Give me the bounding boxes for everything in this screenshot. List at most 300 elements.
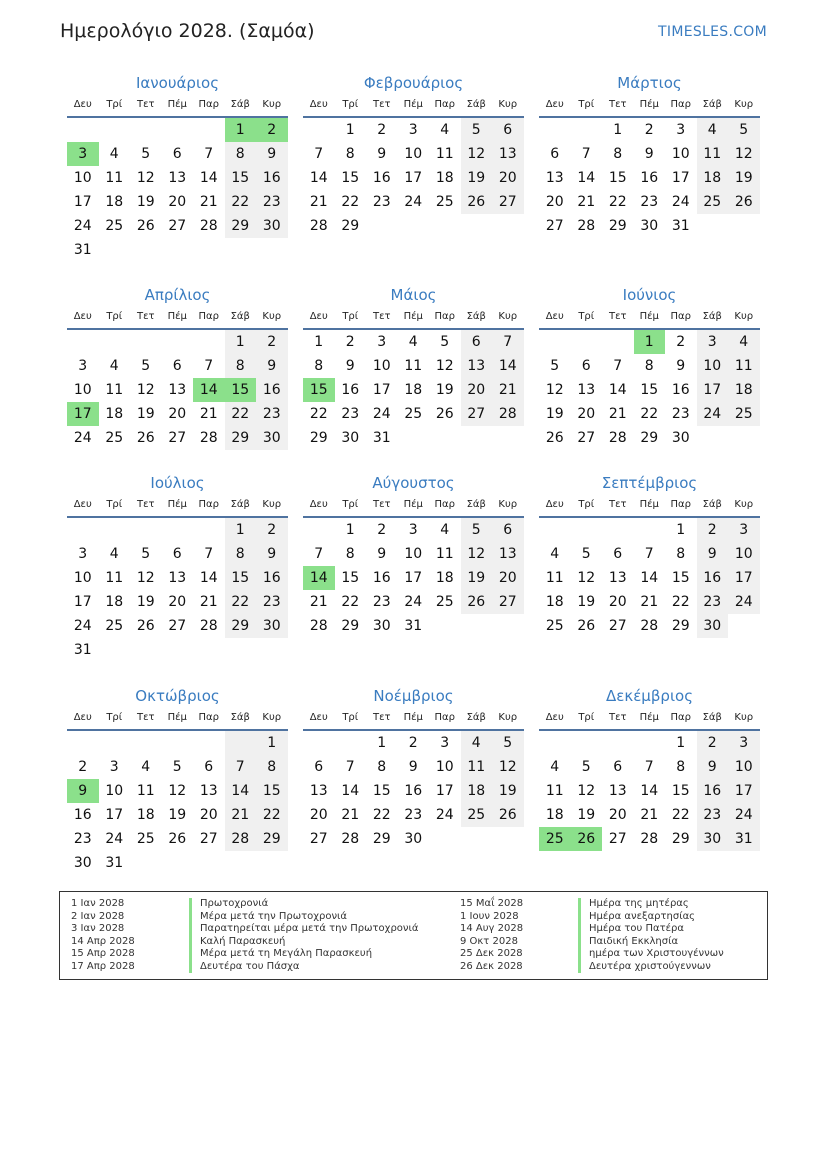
day-cell: 18 <box>404 382 423 398</box>
day-cell: 21 <box>608 406 627 422</box>
weekday-label: Τετ <box>136 712 155 723</box>
holiday-day-cell: 25 <box>539 827 571 851</box>
weekday-label: Παρ <box>670 499 691 510</box>
day-cell: 28 <box>492 402 524 426</box>
day-cell: 6 <box>492 518 524 542</box>
day-cell: 18 <box>105 194 124 210</box>
weekday-header <box>303 94 524 118</box>
day-cell: 20 <box>577 406 596 422</box>
empty-day-cell <box>193 518 225 542</box>
weekday-label: Τρί <box>106 499 123 510</box>
weekday-label: Παρ <box>434 499 455 510</box>
day-cell: 16 <box>697 566 729 590</box>
day-cell: 24 <box>435 807 454 823</box>
day-cell: 4 <box>109 358 119 374</box>
day-cell: 22 <box>256 803 288 827</box>
day-cell: 3 <box>408 522 418 538</box>
day-cell: 9 <box>256 542 288 566</box>
day-cell: 12 <box>577 570 596 586</box>
day-cell: 11 <box>136 783 155 799</box>
day-cell: 7 <box>204 358 214 374</box>
empty-day-cell <box>193 118 225 142</box>
day-cell: 29 <box>309 430 328 446</box>
day-cell: 27 <box>461 402 493 426</box>
weekday-label: Τρί <box>106 311 123 322</box>
day-cell: 14 <box>577 170 596 186</box>
day-cell: 5 <box>492 731 524 755</box>
weekday-label: Δευ <box>309 712 328 723</box>
empty-day-cell <box>571 731 603 755</box>
weekday-label: Τρί <box>578 499 595 510</box>
day-cell: 9 <box>256 354 288 378</box>
empty-day-cell <box>728 214 760 238</box>
weekday-label: Κυρ <box>498 99 518 110</box>
day-cell: 28 <box>225 827 257 851</box>
empty-day-cell <box>130 851 162 875</box>
day-cell: 25 <box>136 831 155 847</box>
day-cell: 27 <box>545 218 564 234</box>
day-cell: 13 <box>309 783 328 799</box>
day-cell: 20 <box>461 378 493 402</box>
empty-day-cell <box>67 330 99 354</box>
days-grid <box>303 518 524 638</box>
legend-holiday-name: Ημέρα της μητέρας <box>578 898 689 911</box>
day-cell: 6 <box>461 330 493 354</box>
day-cell: 10 <box>73 170 92 186</box>
day-cell: 27 <box>168 618 187 634</box>
weekday-label: Τετ <box>136 99 155 110</box>
legend-holiday-name: Παιδική Εκκλησία <box>578 936 678 949</box>
day-cell: 7 <box>314 546 324 562</box>
weekday-label: Κυρ <box>262 99 282 110</box>
month-name: Μάιος <box>390 286 437 304</box>
day-cell: 14 <box>225 779 257 803</box>
day-cell: 21 <box>577 194 596 210</box>
day-cell: 12 <box>136 382 155 398</box>
day-cell: 26 <box>136 618 155 634</box>
day-cell: 19 <box>728 166 760 190</box>
day-cell: 25 <box>728 402 760 426</box>
legend-date: 26 Δεκ 2028 <box>460 960 523 972</box>
day-cell: 18 <box>545 594 564 610</box>
day-cell: 16 <box>640 170 659 186</box>
weekday-label: Τρί <box>342 99 359 110</box>
day-cell: 4 <box>550 546 560 562</box>
day-cell: 9 <box>697 542 729 566</box>
day-cell: 4 <box>408 334 418 350</box>
weekday-label: Σάβ <box>230 99 250 110</box>
day-cell: 3 <box>78 546 88 562</box>
day-cell: 18 <box>545 807 564 823</box>
month-block <box>539 284 760 450</box>
empty-day-cell <box>162 118 194 142</box>
day-cell: 14 <box>640 570 659 586</box>
day-cell: 7 <box>345 759 355 775</box>
day-cell: 27 <box>309 831 328 847</box>
holiday-legend <box>59 891 768 980</box>
empty-day-cell <box>539 118 571 142</box>
day-cell: 20 <box>199 807 218 823</box>
weekday-header <box>539 94 760 118</box>
day-cell: 3 <box>408 122 418 138</box>
day-cell: 25 <box>435 594 454 610</box>
month-block <box>67 685 288 875</box>
day-cell: 16 <box>256 566 288 590</box>
day-cell: 12 <box>545 382 564 398</box>
day-cell: 24 <box>105 831 124 847</box>
month-block <box>539 72 760 238</box>
day-cell: 7 <box>225 755 257 779</box>
weekday-label: Τετ <box>608 499 627 510</box>
legend-date: 1 Ιαν 2028 <box>71 898 125 909</box>
empty-day-cell <box>461 426 493 450</box>
weekday-label: Δευ <box>309 499 328 510</box>
day-cell: 9 <box>697 755 729 779</box>
empty-day-cell <box>225 851 257 875</box>
weekday-label: Κυρ <box>262 311 282 322</box>
day-cell: 15 <box>341 170 360 186</box>
weekday-label: Κυρ <box>498 499 518 510</box>
day-cell: 13 <box>168 382 187 398</box>
day-cell: 7 <box>204 146 214 162</box>
weekday-label: Παρ <box>198 712 219 723</box>
weekday-label: Τρί <box>342 712 359 723</box>
day-cell: 12 <box>728 142 760 166</box>
day-cell: 12 <box>492 755 524 779</box>
weekday-label: Τετ <box>608 311 627 322</box>
day-cell: 11 <box>697 142 729 166</box>
holiday-day-cell: 1 <box>634 330 666 354</box>
day-cell: 27 <box>608 831 627 847</box>
weekday-label: Παρ <box>670 99 691 110</box>
day-cell: 6 <box>172 358 182 374</box>
month-name: Ιούλιος <box>150 474 205 492</box>
day-cell: 16 <box>256 166 288 190</box>
day-cell: 16 <box>341 382 360 398</box>
day-cell: 1 <box>613 122 623 138</box>
day-cell: 18 <box>461 779 493 803</box>
day-cell: 28 <box>199 430 218 446</box>
empty-day-cell <box>130 638 162 662</box>
month-block <box>303 284 524 450</box>
day-cell: 8 <box>345 546 355 562</box>
weekday-label: Πέμ <box>639 311 659 322</box>
day-cell: 22 <box>341 194 360 210</box>
day-cell: 16 <box>404 783 423 799</box>
weekday-label: Δευ <box>545 712 564 723</box>
empty-day-cell <box>429 614 461 638</box>
weekday-label: Κυρ <box>262 499 282 510</box>
day-cell: 23 <box>697 590 729 614</box>
empty-day-cell <box>366 214 398 238</box>
day-cell: 18 <box>136 807 155 823</box>
weekday-label: Τετ <box>608 99 627 110</box>
day-cell: 21 <box>309 594 328 610</box>
legend-holiday-name: Δευτέρα του Πάσχα <box>189 961 300 974</box>
weekday-label: Παρ <box>198 311 219 322</box>
day-cell: 5 <box>728 118 760 142</box>
day-cell: 20 <box>168 194 187 210</box>
day-cell: 5 <box>141 146 151 162</box>
weekday-header <box>67 494 288 518</box>
day-cell: 19 <box>492 779 524 803</box>
day-cell: 25 <box>697 190 729 214</box>
day-cell: 13 <box>608 570 627 586</box>
legend-holiday-name: Παρατηρείται μέρα μετά την Πρωτοχρονιά <box>189 923 418 936</box>
month-name: Σεπτέμβριος <box>601 474 698 492</box>
weekday-label: Τρί <box>342 499 359 510</box>
day-cell: 3 <box>377 334 387 350</box>
page-title: Ημερολόγιο 2028. (Σαμόα) <box>60 20 315 42</box>
day-cell: 11 <box>435 146 454 162</box>
weekday-label: Πέμ <box>403 712 423 723</box>
day-cell: 16 <box>372 570 391 586</box>
day-cell: 20 <box>492 566 524 590</box>
empty-day-cell <box>256 851 288 875</box>
day-cell: 30 <box>697 614 729 638</box>
day-cell: 4 <box>440 522 450 538</box>
day-cell: 17 <box>697 378 729 402</box>
day-cell: 2 <box>697 731 729 755</box>
day-cell: 17 <box>372 382 391 398</box>
weekday-label: Πέμ <box>167 99 187 110</box>
day-cell: 12 <box>435 358 454 374</box>
empty-day-cell <box>602 330 634 354</box>
day-cell: 6 <box>172 146 182 162</box>
day-cell: 25 <box>105 430 124 446</box>
day-cell: 25 <box>105 218 124 234</box>
day-cell: 14 <box>309 170 328 186</box>
weekday-label: Τρί <box>106 99 123 110</box>
weekday-label: Σάβ <box>702 99 722 110</box>
day-cell: 29 <box>256 827 288 851</box>
day-cell: 23 <box>256 190 288 214</box>
weekday-label: Σάβ <box>230 311 250 322</box>
legend-date: 25 Δεκ 2028 <box>460 948 523 959</box>
empty-day-cell <box>429 214 461 238</box>
day-cell: 19 <box>577 594 596 610</box>
day-cell: 2 <box>256 330 288 354</box>
day-cell: 17 <box>73 194 92 210</box>
day-cell: 4 <box>109 146 119 162</box>
day-cell: 1 <box>345 122 355 138</box>
day-cell: 29 <box>225 426 257 450</box>
weekday-label: Δευ <box>309 99 328 110</box>
empty-day-cell <box>539 518 571 542</box>
day-cell: 10 <box>73 382 92 398</box>
day-cell: 19 <box>168 807 187 823</box>
weekday-label: Πέμ <box>639 712 659 723</box>
weekday-label: Πέμ <box>167 499 187 510</box>
weekday-label: Σάβ <box>230 712 250 723</box>
day-cell: 27 <box>608 618 627 634</box>
day-cell: 24 <box>404 594 423 610</box>
empty-day-cell <box>461 827 493 851</box>
day-cell: 15 <box>640 382 659 398</box>
day-cell: 30 <box>256 426 288 450</box>
day-cell: 15 <box>671 570 690 586</box>
month-name: Ιούνιος <box>622 286 677 304</box>
legend-holiday-name: Ημέρα του Πατέρα <box>578 923 684 936</box>
day-cell: 11 <box>545 783 564 799</box>
holiday-day-cell: 17 <box>67 402 99 426</box>
empty-day-cell <box>728 614 760 638</box>
legend-date: 15 Απρ 2028 <box>71 948 135 959</box>
day-cell: 2 <box>78 759 88 775</box>
day-cell: 10 <box>404 546 423 562</box>
day-cell: 9 <box>676 358 686 374</box>
empty-day-cell <box>99 238 131 262</box>
empty-day-cell <box>728 426 760 450</box>
empty-day-cell <box>162 518 194 542</box>
day-cell: 18 <box>435 170 454 186</box>
weekday-header <box>539 306 760 330</box>
day-cell: 7 <box>314 146 324 162</box>
holiday-day-cell: 15 <box>225 378 257 402</box>
day-cell: 26 <box>435 406 454 422</box>
holiday-day-cell: 26 <box>571 827 603 851</box>
month-block <box>67 284 288 450</box>
empty-day-cell <box>571 330 603 354</box>
month-name: Οκτώβριος <box>135 687 220 705</box>
day-cell: 26 <box>461 590 493 614</box>
weekday-label: Πέμ <box>403 499 423 510</box>
day-cell: 22 <box>372 807 391 823</box>
site-link[interactable]: TIMESLES.COM <box>658 24 767 40</box>
weekday-label: Παρ <box>670 311 691 322</box>
day-cell: 21 <box>341 807 360 823</box>
empty-day-cell <box>602 518 634 542</box>
day-cell: 22 <box>225 190 257 214</box>
legend-holiday-name: Μέρα μετά την Πρωτοχρονιά <box>189 911 347 924</box>
day-cell: 31 <box>73 242 92 258</box>
day-cell: 3 <box>78 358 88 374</box>
day-cell: 17 <box>671 170 690 186</box>
day-cell: 21 <box>640 807 659 823</box>
day-cell: 13 <box>168 570 187 586</box>
weekday-label: Δευ <box>73 499 92 510</box>
day-cell: 5 <box>581 759 591 775</box>
weekday-header <box>303 494 524 518</box>
empty-day-cell <box>130 238 162 262</box>
day-cell: 3 <box>697 330 729 354</box>
day-cell: 28 <box>309 618 328 634</box>
day-cell: 13 <box>492 142 524 166</box>
day-cell: 11 <box>105 382 124 398</box>
day-cell: 10 <box>435 759 454 775</box>
day-cell: 14 <box>640 783 659 799</box>
day-cell: 4 <box>461 731 493 755</box>
day-cell: 19 <box>461 166 493 190</box>
empty-day-cell <box>193 731 225 755</box>
day-cell: 19 <box>435 382 454 398</box>
day-cell: 5 <box>550 358 560 374</box>
day-cell: 30 <box>256 214 288 238</box>
weekday-label: Δευ <box>309 311 328 322</box>
month-block <box>539 472 760 638</box>
weekday-label: Τρί <box>578 311 595 322</box>
day-cell: 11 <box>461 755 493 779</box>
day-cell: 17 <box>728 566 760 590</box>
day-cell: 31 <box>671 218 690 234</box>
day-cell: 23 <box>372 194 391 210</box>
month-name: Αύγουστος <box>372 474 455 492</box>
weekday-label: Τετ <box>136 311 155 322</box>
month-name: Ιανουάριος <box>135 74 219 92</box>
day-cell: 30 <box>73 855 92 871</box>
month-name: Δεκέμβριος <box>605 687 693 705</box>
day-cell: 10 <box>728 542 760 566</box>
empty-day-cell <box>697 426 729 450</box>
weekday-label: Δευ <box>73 311 92 322</box>
day-cell: 23 <box>73 831 92 847</box>
day-cell: 9 <box>377 146 387 162</box>
legend-date: 3 Ιαν 2028 <box>71 923 125 934</box>
month-block <box>67 72 288 262</box>
day-cell: 1 <box>256 731 288 755</box>
weekday-label: Σάβ <box>702 712 722 723</box>
day-cell: 16 <box>372 170 391 186</box>
empty-day-cell <box>398 214 430 238</box>
empty-day-cell <box>256 638 288 662</box>
day-cell: 26 <box>136 430 155 446</box>
day-cell: 8 <box>345 146 355 162</box>
day-cell: 10 <box>73 570 92 586</box>
day-cell: 31 <box>105 855 124 871</box>
day-cell: 23 <box>341 406 360 422</box>
holiday-day-cell: 15 <box>303 378 335 402</box>
day-cell: 26 <box>461 190 493 214</box>
days-grid <box>303 118 524 238</box>
day-cell: 9 <box>408 759 418 775</box>
day-cell: 17 <box>404 170 423 186</box>
day-cell: 28 <box>309 218 328 234</box>
day-cell: 17 <box>435 783 454 799</box>
month-block <box>303 472 524 638</box>
legend-holiday-name: Καλή Παρασκευή <box>189 936 285 949</box>
day-cell: 20 <box>309 807 328 823</box>
weekday-label: Παρ <box>198 99 219 110</box>
weekday-label: Τετ <box>136 499 155 510</box>
days-grid <box>303 731 524 851</box>
day-cell: 19 <box>136 594 155 610</box>
day-cell: 19 <box>136 406 155 422</box>
day-cell: 2 <box>377 122 387 138</box>
day-cell: 24 <box>73 618 92 634</box>
day-cell: 8 <box>613 146 623 162</box>
month-block <box>67 472 288 662</box>
day-cell: 21 <box>640 594 659 610</box>
empty-day-cell <box>193 638 225 662</box>
day-cell: 3 <box>728 518 760 542</box>
empty-day-cell <box>162 731 194 755</box>
day-cell: 20 <box>168 406 187 422</box>
legend-date: 14 Απρ 2028 <box>71 935 135 947</box>
day-cell: 6 <box>314 759 324 775</box>
day-cell: 11 <box>404 358 423 374</box>
day-cell: 2 <box>676 334 686 350</box>
day-cell: 5 <box>581 546 591 562</box>
day-cell: 6 <box>492 118 524 142</box>
day-cell: 26 <box>577 618 596 634</box>
day-cell: 25 <box>545 618 564 634</box>
day-cell: 22 <box>341 594 360 610</box>
day-cell: 9 <box>644 146 654 162</box>
weekday-label: Κυρ <box>734 499 754 510</box>
empty-day-cell <box>303 731 335 755</box>
empty-day-cell <box>461 214 493 238</box>
weekday-header <box>539 494 760 518</box>
